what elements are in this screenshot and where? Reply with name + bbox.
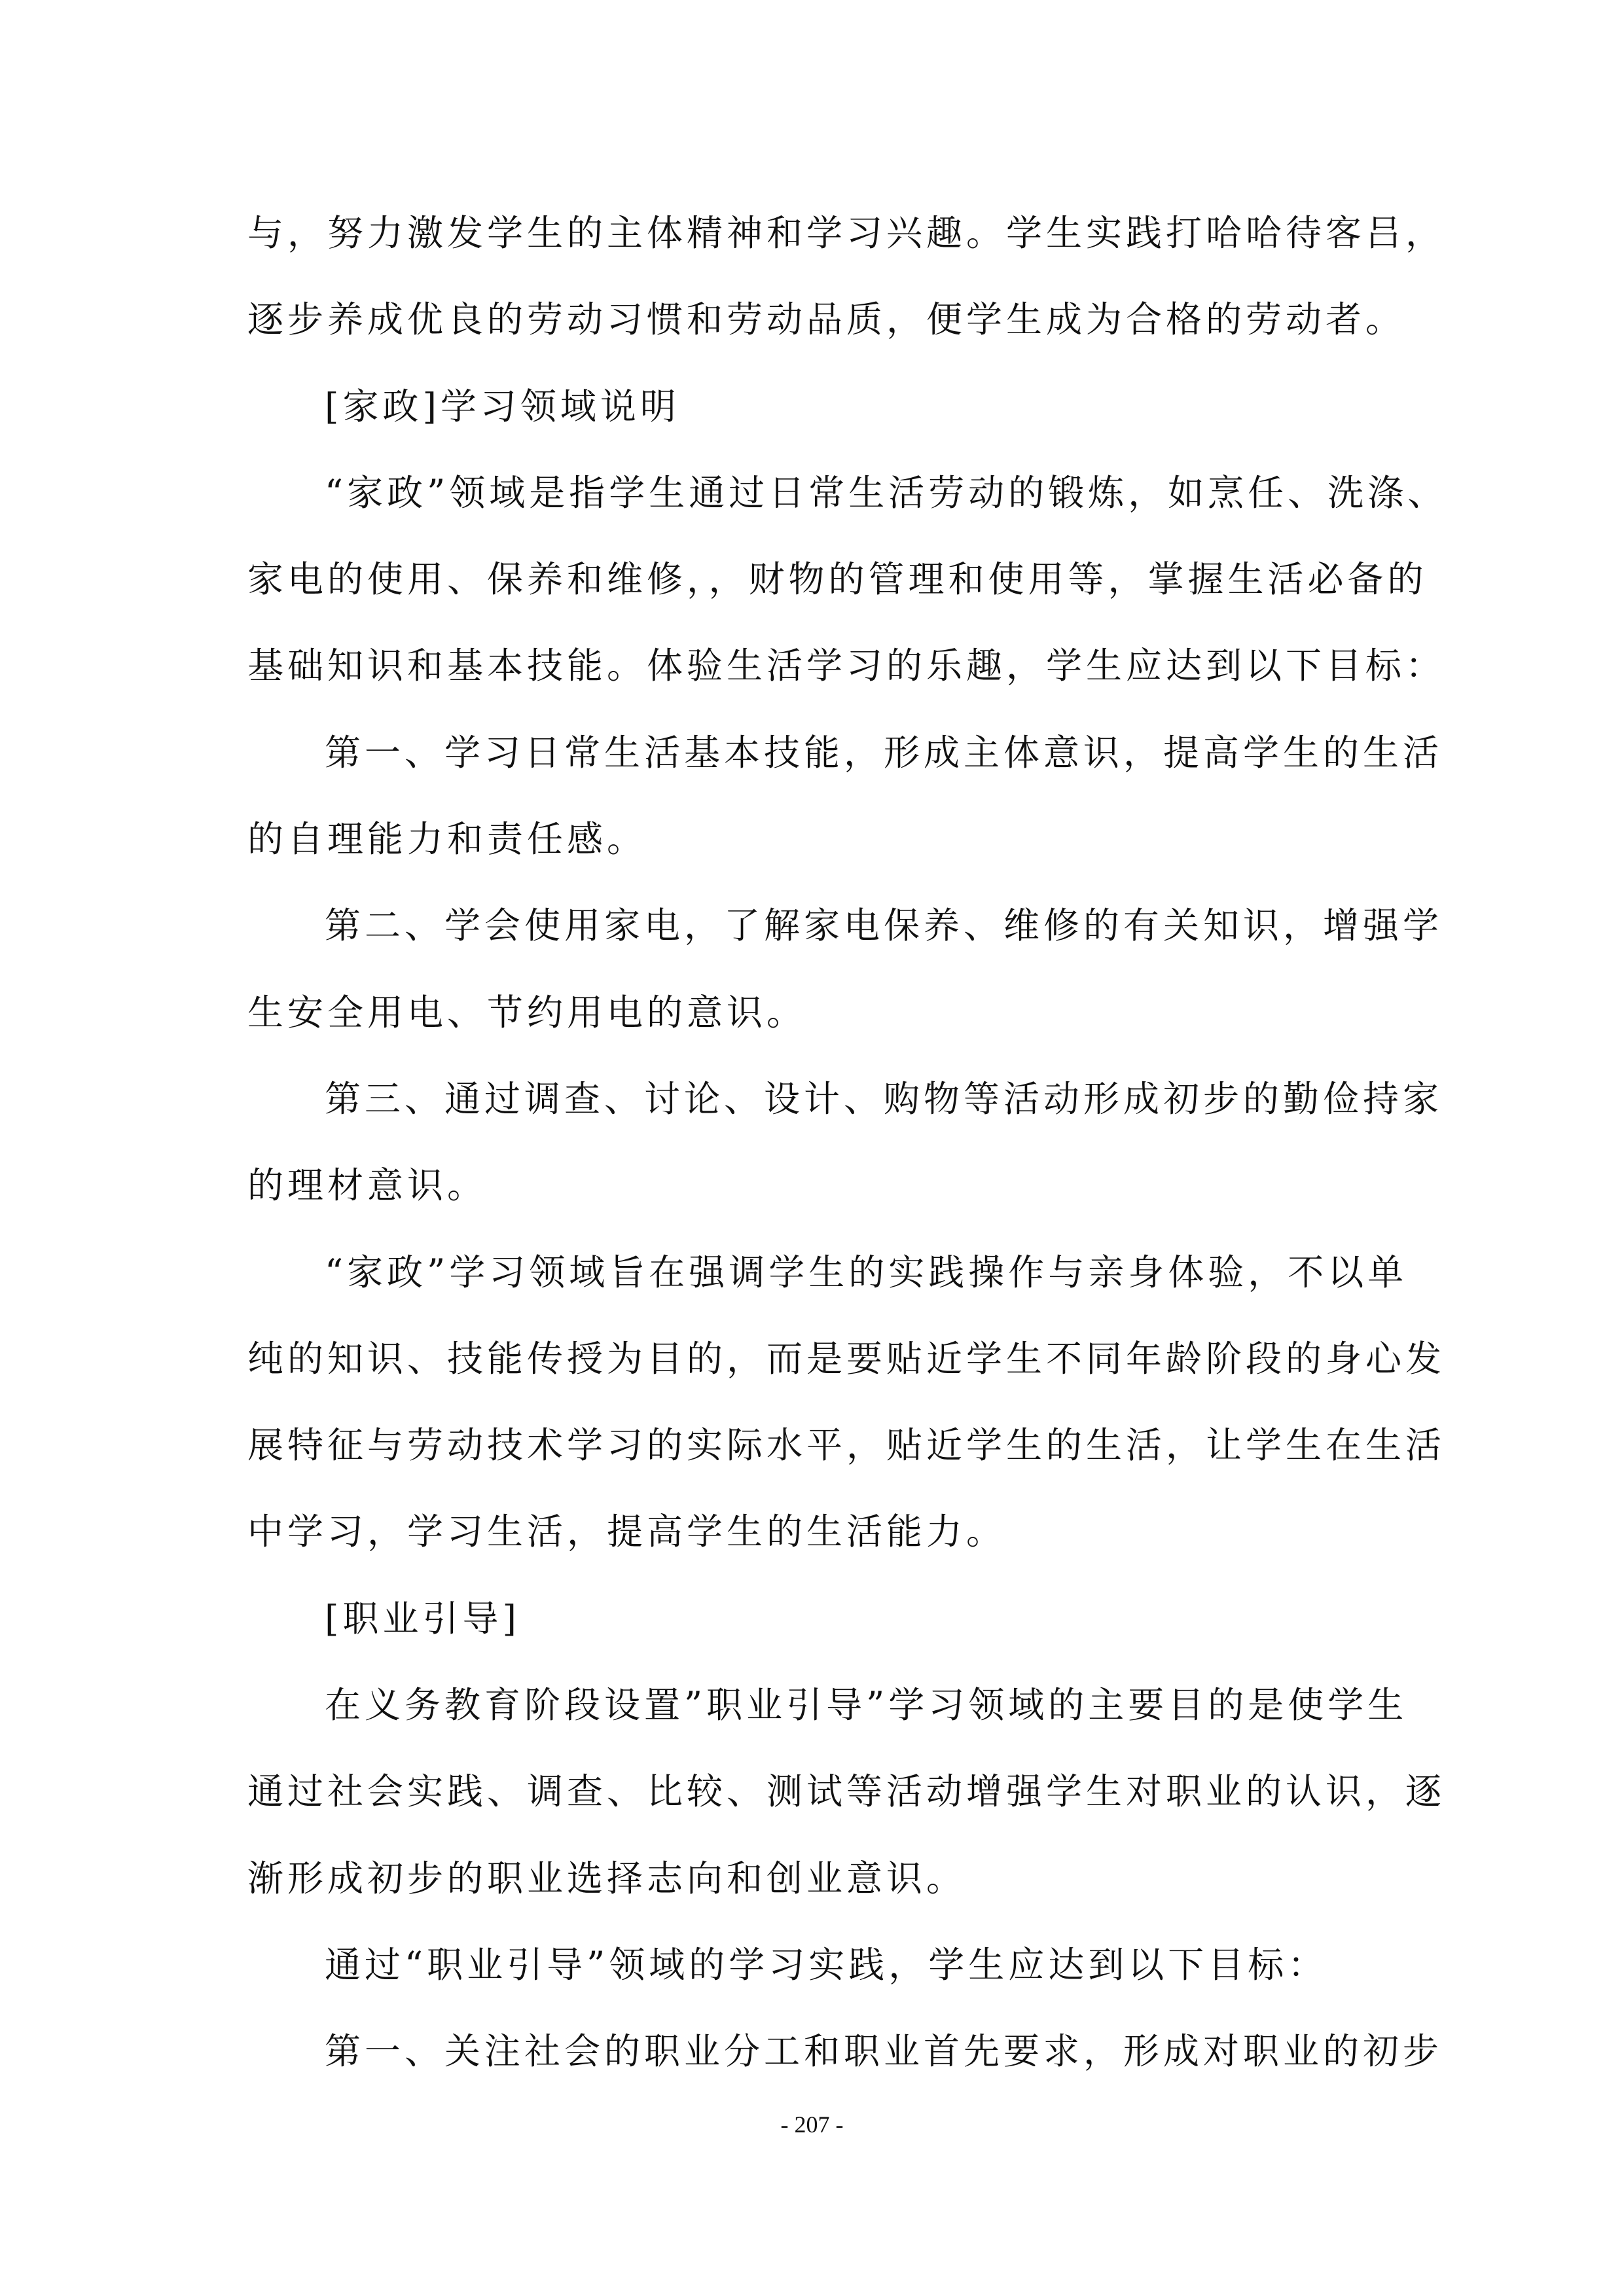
- text-line: 渐形成初步的职业选择志向和创业意识。: [247, 1857, 967, 1899]
- text-line: 第一、关注社会的职业分工和职业首先要求，形成对职业的初步: [325, 2030, 1443, 2073]
- text-line: 展特征与劳动技术学习的实际水平，贴近学生的生活，让学生在生活: [247, 1424, 1446, 1467]
- text-line: “家政”领域是指学生通过日常生活劳动的锻炼，如烹任、洗涤、: [325, 471, 1448, 514]
- text-line: 中学习，学习生活，提高学生的生活能力。: [247, 1511, 1007, 1553]
- text-line: 与，努力激发学生的主体精神和学习兴趣。学生实践打哈哈待客吕，: [247, 212, 1446, 254]
- text-line: 逐步养成优良的劳动习惯和劳动品质，便学生成为合格的劳动者。: [247, 298, 1406, 341]
- text-line: [家政]学习领域说明: [325, 385, 680, 427]
- text-line: “家政”学习领域旨在强调学生的实践操作与亲身体验，不以单: [325, 1251, 1408, 1293]
- text-line: 的理材意识。: [247, 1164, 488, 1207]
- text-line: 第二、学会使用家电，了解家电保养、维修的有关知识，增强学: [325, 905, 1443, 947]
- body-text: [247, 190, 1448, 2095]
- text-line: 通过社会实践、调查、比较、测试等活动增强学生对职业的认识，逐: [247, 1770, 1446, 1813]
- page-number: - 207 -: [780, 2111, 844, 2138]
- text-line: [职业引导]: [325, 1597, 520, 1640]
- text-line: 家电的使用、保养和维修，，财物的管理和使用等，掌握生活必备的: [247, 558, 1428, 601]
- text-line: 第三、通过调查、讨论、设计、购物等活动形成初步的勤俭持家: [325, 1077, 1443, 1120]
- text-line: 纯的知识、技能传授为目的，而是要贴近学生不同年龄阶段的身心发: [247, 1337, 1446, 1380]
- text-line: 第一、学习日常生活基本技能，形成主体意识，提高学生的生活: [325, 731, 1443, 774]
- text-line: 生安全用电、节约用电的意识。: [247, 991, 807, 1033]
- text-line: 的自理能力和责任感。: [247, 818, 647, 861]
- text-line: 基础知识和基本技能。体验生活学习的乐趣，学生应达到以下目标：: [247, 645, 1446, 687]
- text-line: 在义务教育阶段设置”职业引导”学习领域的主要目的是使学生: [325, 1684, 1408, 1727]
- text-line: 通过“职业引导”领域的学习实践，学生应达到以下目标：: [325, 1943, 1328, 1986]
